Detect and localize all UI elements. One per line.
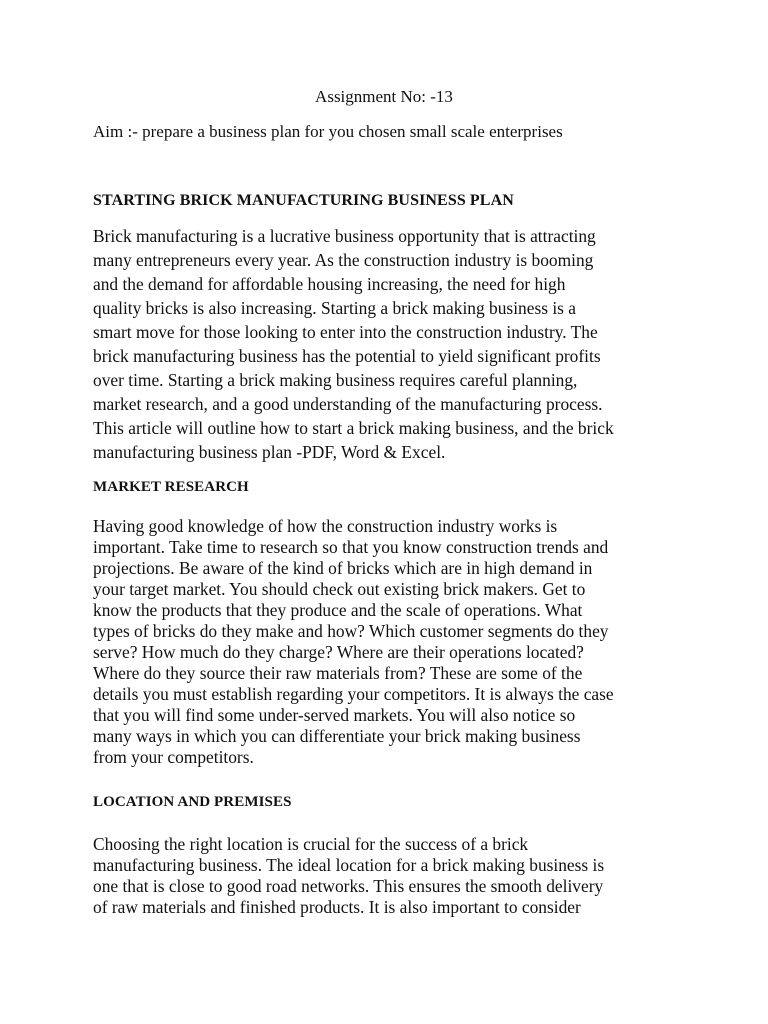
paragraph-line: smart move for those looking to enter into the construction industry. The [93, 322, 598, 342]
paragraph-line: projections. Be aware of the kind of bricks which are in high demand in [93, 558, 593, 578]
paragraph-line: This article will outline how to start a brick making business, and the brick [93, 418, 614, 438]
paragraph-line: Where do they source their raw materials from? These are some of the [93, 663, 583, 683]
paragraph-line: Having good knowledge of how the construction industry works is [93, 516, 558, 536]
paragraph-line: Brick manufacturing is a lucrative business opportunity that is attracting [93, 226, 596, 246]
paragraph-line: from your competitors. [93, 747, 254, 767]
location-premises-heading: LOCATION AND PREMISES [93, 794, 292, 810]
paragraph-line: quality bricks is also increasing. Starting a brick making business is a [93, 298, 576, 318]
paragraph-line: types of bricks do they make and how? Which customer segments do they [93, 621, 609, 641]
paragraph-line: brick manufacturing business has the potential to yield significant profits [93, 346, 601, 366]
paragraph-line: many ways in which you can differentiate your brick making business [93, 726, 581, 746]
paragraph-line: manufacturing business. The ideal location for a brick making business is [93, 855, 605, 875]
assignment-title: Assignment No: -13 [315, 87, 453, 106]
market-research-heading: MARKET RESEARCH [93, 479, 249, 495]
paragraph-line: that you will find some under-served markets. You will also notice so [93, 705, 576, 725]
paragraph-line: one that is close to good road networks. This ensures the smooth delivery [93, 876, 604, 896]
paragraph-line: and the demand for affordable housing increasing, the need for high [93, 274, 566, 294]
location-premises-paragraph [93, 834, 678, 918]
paragraph-line: details you must establish regarding your competitors. It is always the case [93, 684, 614, 704]
aim-statement: Aim :- prepare a business plan for you chosen small scale enterprises [93, 122, 563, 141]
paragraph-line: know the products that they produce and the scale of operations. What [93, 600, 583, 620]
market-research-paragraph [93, 516, 678, 768]
paragraph-line: market research, and a good understanding of the manufacturing process. [93, 394, 603, 414]
intro-paragraph [93, 224, 678, 464]
paragraph-line: your target market. You should check out existing brick makers. Get to [93, 579, 586, 599]
paragraph-line: important. Take time to research so that you know construction trends and [93, 537, 609, 557]
paragraph-line: many entrepreneurs every year. As the construction industry is booming [93, 250, 594, 270]
paragraph-line: manufacturing business plan -PDF, Word & Excel. [93, 442, 446, 462]
paragraph-line: Choosing the right location is crucial for the success of a brick [93, 834, 529, 854]
paragraph-line: over time. Starting a brick making business requires careful planning, [93, 370, 578, 390]
paragraph-line: of raw materials and finished products. It is also important to consider [93, 897, 581, 917]
paragraph-line: serve? How much do they charge? Where are their operations located? [93, 642, 584, 662]
main-heading: STARTING BRICK MANUFACTURING BUSINESS PLAN [93, 192, 514, 209]
